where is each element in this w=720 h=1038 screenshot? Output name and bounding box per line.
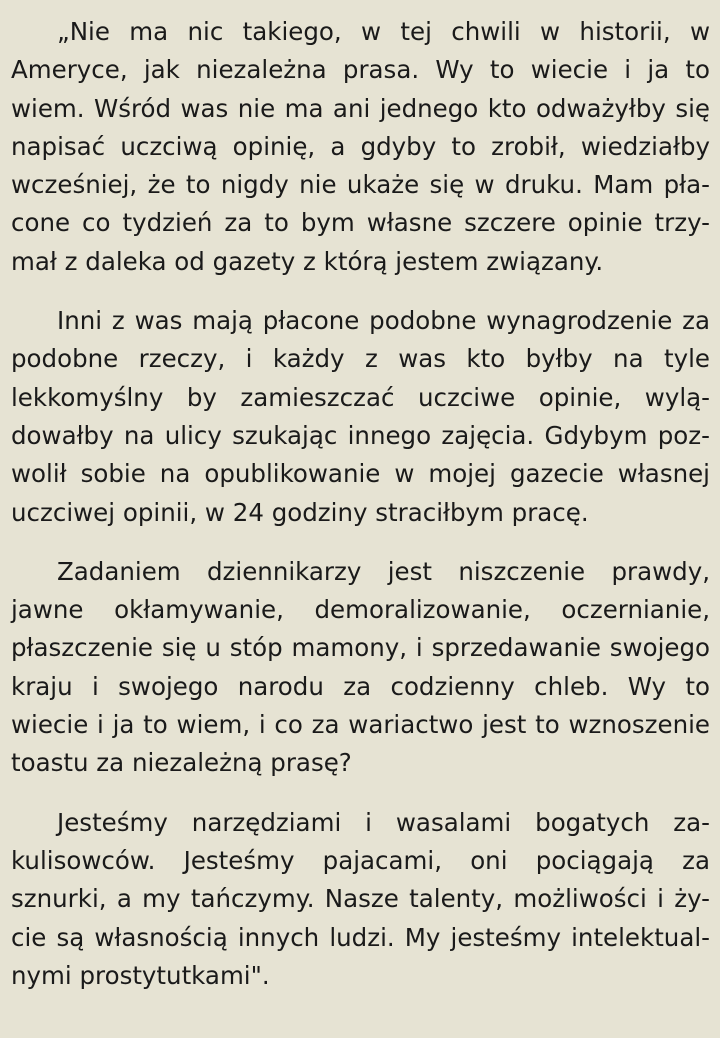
text-line: wiem. Wśród was nie ma ani jednego kto odważyłby się: [11, 93, 710, 123]
text-line: podobne rzeczy, i każdy z was kto byłby na tyle: [11, 344, 710, 374]
paragraph-2: [11, 302, 710, 532]
text-line: cie są własnością innych ludzi. My jesteśmy intelektual-: [11, 922, 710, 952]
text-line: dowałby na ulicy szukając innego zajęcia. Gdybym poz-: [11, 420, 710, 450]
text-line: nymi prostytutkami".: [11, 960, 270, 990]
text-line: toastu za niezależną prasę?: [11, 748, 352, 778]
text-line: cone co tydzień za to bym własne szczere opinie trzy-: [11, 208, 710, 238]
text-line: płaszczenie się u stóp mamony, i sprzedawanie swojego: [11, 633, 710, 663]
text-line: jawne okłamywanie, demoralizowanie, oczernianie,: [11, 595, 710, 625]
text-line: kraju i swojego narodu za codzienny chleb. Wy to: [11, 671, 710, 701]
text-line: Ameryce, jak niezależna prasa. Wy to wiecie i ja to: [11, 55, 710, 85]
paragraph-1: [11, 13, 710, 281]
text-line: kulisowców. Jesteśmy pajacami, oni pociągają za: [11, 845, 710, 875]
paragraph-3: [11, 553, 710, 783]
paragraph-4: [11, 804, 710, 995]
text-line: wolił sobie na opublikowanie w mojej gazecie własnej: [11, 459, 710, 489]
text-line: „Nie ma nic takiego, w tej chwili w historii, w: [57, 17, 710, 46]
text-line: lekkomyślny by zamieszczać uczciwe opinie, wylą-: [11, 382, 710, 412]
text-line: Jesteśmy narzędziami i wasalami bogatych za-: [57, 807, 710, 837]
text-line: Zadaniem dziennikarzy jest niszczenie prawdy,: [57, 556, 710, 586]
text-line: mał z daleka od gazety z którą jestem związany.: [11, 246, 604, 276]
text-line: Inni z was mają płacone podobne wynagrodzenie za: [57, 306, 710, 336]
text-line: uczciwej opinii, w 24 godziny straciłbym pracę.: [11, 497, 589, 527]
text-line: wcześniej, że to nigdy nie ukaże się w druku. Mam pła-: [11, 170, 710, 200]
text-line: wiecie i ja to wiem, i co za wariactwo jest to wznoszenie: [11, 710, 710, 740]
text-line: sznurki, a my tańczymy. Nasze talenty, możliwości i ży-: [11, 884, 710, 914]
text-line: napisać uczciwą opinię, a gdyby to zrobił, wiedziałby: [11, 131, 710, 161]
